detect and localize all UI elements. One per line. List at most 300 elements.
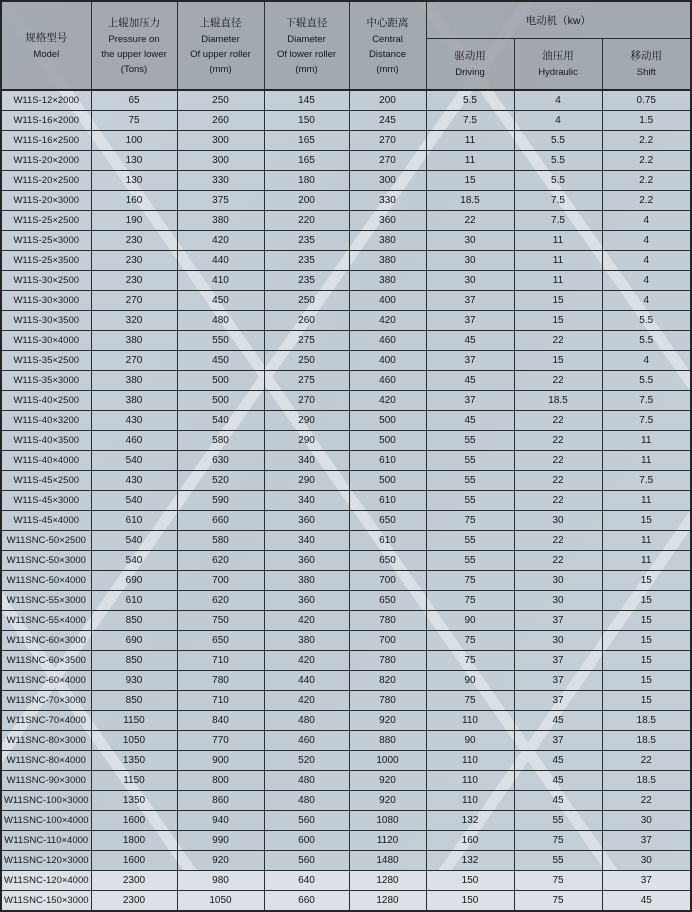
value-cell: 45 [514,771,602,791]
value-cell: 200 [264,191,349,211]
value-cell: 840 [177,711,264,731]
table-row [1,251,691,271]
model-cell: W11SNC-80×3000 [1,731,91,751]
value-cell: 55 [426,491,514,511]
header-pressure-unit: (Tons) [120,63,148,75]
model-cell: W11S-40×4000 [1,451,91,471]
value-cell: 260 [264,311,349,331]
value-cell: 2.2 [602,151,691,171]
header-central-distance-zh: 中心距离 [366,16,409,29]
value-cell: 1000 [349,751,426,771]
table-row [1,371,691,391]
table-row [1,751,691,771]
value-cell: 320 [91,311,177,331]
value-cell: 275 [264,371,349,391]
value-cell: 110 [426,791,514,811]
value-cell: 5.5 [514,151,602,171]
value-cell: 690 [91,571,177,591]
value-cell: 1350 [91,751,177,771]
value-cell: 270 [91,291,177,311]
value-cell: 420 [177,231,264,251]
value-cell: 690 [91,631,177,651]
value-cell: 65 [91,90,177,111]
model-cell: W11S-12×2000 [1,90,91,111]
value-cell: 460 [91,431,177,451]
header-lower-diameter-unit: (mm) [295,63,318,75]
value-cell: 11 [426,131,514,151]
value-cell: 230 [91,251,177,271]
value-cell: 700 [349,571,426,591]
value-cell: 4 [602,231,691,251]
header-upper-diameter-en1: Diameter [201,33,240,45]
value-cell: 22 [602,751,691,771]
value-cell: 380 [91,331,177,351]
model-cell: W11S-25×3500 [1,251,91,271]
table-row [1,531,691,551]
value-cell: 45 [514,791,602,811]
value-cell: 100 [91,131,177,151]
value-cell: 55 [426,551,514,571]
value-cell: 500 [349,431,426,451]
model-cell: W11S-40×3200 [1,411,91,431]
value-cell: 900 [177,751,264,771]
value-cell: 55 [426,451,514,471]
header-motor-shift-zh: 移动用 [630,49,662,62]
value-cell: 360 [264,511,349,531]
table-row [1,471,691,491]
value-cell: 880 [349,731,426,751]
value-cell: 4 [602,271,691,291]
table-row [1,851,691,871]
value-cell: 75 [514,831,602,851]
value-cell: 1800 [91,831,177,851]
value-cell: 650 [177,631,264,651]
table-row [1,431,691,451]
table-row [1,611,691,631]
header-motor-group [426,1,691,38]
model-cell: W11S-40×2500 [1,391,91,411]
value-cell: 400 [349,351,426,371]
header-lower-diameter [264,1,349,90]
value-cell: 800 [177,771,264,791]
value-cell: 250 [264,291,349,311]
value-cell: 700 [349,631,426,651]
value-cell: 5.5 [426,90,514,111]
table-row [1,791,691,811]
value-cell: 4 [602,351,691,371]
value-cell: 780 [349,691,426,711]
table-body [1,90,691,911]
value-cell: 820 [349,671,426,691]
value-cell: 750 [177,611,264,631]
value-cell: 15 [426,171,514,191]
header-model-zh: 规格型号 [25,31,68,44]
model-cell: W11SNC-70×4000 [1,711,91,731]
value-cell: 480 [177,311,264,331]
header-lower-diameter-zh: 下辊直径 [285,16,328,29]
header-upper-diameter-zh: 上辊直径 [199,16,242,29]
value-cell: 420 [349,311,426,331]
value-cell: 75 [426,691,514,711]
value-cell: 18.5 [426,191,514,211]
value-cell: 610 [349,491,426,511]
value-cell: 15 [602,651,691,671]
value-cell: 1050 [177,891,264,912]
value-cell: 180 [264,171,349,191]
header-motor-hydraulic-zh: 油压用 [542,49,574,62]
value-cell: 37 [514,671,602,691]
value-cell: 15 [514,311,602,331]
value-cell: 45 [514,711,602,731]
value-cell: 660 [264,891,349,912]
value-cell: 18.5 [602,711,691,731]
model-cell: W11S-35×3000 [1,371,91,391]
value-cell: 5.5 [602,371,691,391]
table-row [1,411,691,431]
value-cell: 660 [177,511,264,531]
table-row [1,831,691,851]
header-upper-diameter-unit: (mm) [209,63,232,75]
value-cell: 300 [349,171,426,191]
model-cell: W11S-40×3500 [1,431,91,451]
table-row [1,671,691,691]
table-row [1,731,691,751]
value-cell: 290 [264,471,349,491]
value-cell: 770 [177,731,264,751]
value-cell: 920 [349,711,426,731]
value-cell: 1600 [91,811,177,831]
value-cell: 380 [349,231,426,251]
value-cell: 450 [177,291,264,311]
table-row [1,311,691,331]
value-cell: 560 [264,811,349,831]
value-cell: 7.5 [514,211,602,231]
value-cell: 1350 [91,791,177,811]
table-row [1,131,691,151]
value-cell: 500 [349,471,426,491]
value-cell: 37 [426,291,514,311]
value-cell: 500 [177,371,264,391]
header-motor-shift-en: Shift [636,66,656,78]
table-row [1,691,691,711]
value-cell: 75 [514,871,602,891]
value-cell: 780 [349,651,426,671]
header-lower-diameter-en1: Diameter [287,33,326,45]
value-cell: 330 [349,191,426,211]
value-cell: 30 [514,591,602,611]
value-cell: 45 [426,371,514,391]
table-row [1,151,691,171]
table-row [1,571,691,591]
model-cell: W11S-20×2500 [1,171,91,191]
table-row [1,271,691,291]
value-cell: 420 [264,651,349,671]
value-cell: 610 [91,511,177,531]
value-cell: 30 [514,571,602,591]
value-cell: 650 [349,551,426,571]
value-cell: 540 [91,491,177,511]
value-cell: 11 [514,251,602,271]
value-cell: 75 [514,891,602,912]
value-cell: 520 [264,751,349,771]
value-cell: 610 [349,531,426,551]
value-cell: 235 [264,251,349,271]
table-row [1,191,691,211]
value-cell: 700 [177,571,264,591]
model-cell: W11S-45×4000 [1,511,91,531]
value-cell: 7.5 [602,411,691,431]
value-cell: 150 [264,111,349,131]
value-cell: 4 [602,291,691,311]
value-cell: 540 [177,411,264,431]
value-cell: 460 [264,731,349,751]
value-cell: 420 [349,391,426,411]
value-cell: 30 [602,851,691,871]
value-cell: 30 [426,231,514,251]
header-lower-diameter-en2: Of lower roller [276,48,337,60]
table-row [1,811,691,831]
model-cell: W11S-20×2000 [1,151,91,171]
model-cell: W11S-45×3000 [1,491,91,511]
value-cell: 290 [264,411,349,431]
model-cell: W11SNC-50×3000 [1,551,91,571]
value-cell: 22 [426,211,514,231]
table-row [1,511,691,531]
value-cell: 600 [264,831,349,851]
model-cell: W11SNC-50×2500 [1,531,91,551]
value-cell: 540 [91,451,177,471]
header-motor-driving [426,38,514,90]
header-row-1 [1,1,691,38]
value-cell: 15 [602,611,691,631]
value-cell: 165 [264,131,349,151]
value-cell: 15 [602,591,691,611]
value-cell: 380 [91,391,177,411]
value-cell: 11 [602,431,691,451]
value-cell: 5.5 [514,131,602,151]
value-cell: 260 [177,111,264,131]
value-cell: 22 [514,431,602,451]
table-header [1,1,691,90]
value-cell: 75 [426,631,514,651]
value-cell: 460 [349,331,426,351]
model-cell: W11S-25×3000 [1,231,91,251]
value-cell: 380 [349,271,426,291]
value-cell: 160 [91,191,177,211]
value-cell: 22 [514,331,602,351]
table-row [1,90,691,111]
value-cell: 45 [602,891,691,912]
value-cell: 22 [514,531,602,551]
value-cell: 11 [602,451,691,471]
model-cell: W11S-16×2500 [1,131,91,151]
header-central-distance [349,1,426,90]
value-cell: 110 [426,711,514,731]
value-cell: 340 [264,491,349,511]
value-cell: 90 [426,671,514,691]
value-cell: 990 [177,831,264,851]
table-row [1,451,691,471]
table-row [1,111,691,131]
value-cell: 290 [264,431,349,451]
value-cell: 2300 [91,891,177,912]
value-cell: 250 [177,90,264,111]
value-cell: 75 [426,511,514,531]
value-cell: 7.5 [602,471,691,491]
value-cell: 375 [177,191,264,211]
value-cell: 5.5 [602,331,691,351]
value-cell: 15 [602,511,691,531]
value-cell: 1150 [91,711,177,731]
table-row [1,551,691,571]
value-cell: 55 [426,431,514,451]
value-cell: 580 [177,431,264,451]
value-cell: 18.5 [602,731,691,751]
table-row [1,491,691,511]
value-cell: 520 [177,471,264,491]
value-cell: 380 [91,371,177,391]
model-cell: W11S-35×2500 [1,351,91,371]
value-cell: 22 [514,411,602,431]
value-cell: 480 [264,771,349,791]
value-cell: 930 [91,671,177,691]
value-cell: 360 [349,211,426,231]
value-cell: 11 [426,151,514,171]
value-cell: 11 [602,551,691,571]
model-cell: W11S-16×2000 [1,111,91,131]
model-cell: W11SNC-55×3000 [1,591,91,611]
value-cell: 1.5 [602,111,691,131]
header-central-distance-en1: Central [372,33,403,45]
model-cell: W11SNC-60×4000 [1,671,91,691]
value-cell: 37 [514,651,602,671]
value-cell: 75 [91,111,177,131]
model-cell: W11SNC-50×4000 [1,571,91,591]
header-pressure-en2: the upper lower [101,48,167,60]
value-cell: 37 [602,871,691,891]
value-cell: 340 [264,451,349,471]
value-cell: 145 [264,90,349,111]
value-cell: 30 [602,811,691,831]
value-cell: 165 [264,151,349,171]
value-cell: 15 [514,291,602,311]
value-cell: 11 [602,491,691,511]
value-cell: 0.75 [602,90,691,111]
value-cell: 37 [426,311,514,331]
header-motor-driving-en: Driving [455,66,485,78]
value-cell: 220 [264,211,349,231]
header-motor-hydraulic [514,38,602,90]
value-cell: 110 [426,751,514,771]
value-cell: 55 [514,851,602,871]
value-cell: 45 [426,411,514,431]
value-cell: 560 [264,851,349,871]
value-cell: 450 [177,351,264,371]
value-cell: 15 [602,631,691,651]
value-cell: 45 [514,751,602,771]
header-motor-hydraulic-en: Hydraulic [538,66,578,78]
value-cell: 300 [177,131,264,151]
value-cell: 7.5 [514,191,602,211]
value-cell: 620 [177,591,264,611]
value-cell: 37 [426,391,514,411]
value-cell: 132 [426,851,514,871]
value-cell: 18.5 [602,771,691,791]
value-cell: 410 [177,271,264,291]
table-row [1,231,691,251]
value-cell: 1280 [349,871,426,891]
value-cell: 75 [426,591,514,611]
value-cell: 380 [349,251,426,271]
value-cell: 2.2 [602,171,691,191]
value-cell: 380 [264,571,349,591]
table-row [1,331,691,351]
table-row [1,351,691,371]
value-cell: 37 [514,691,602,711]
value-cell: 270 [349,151,426,171]
value-cell: 55 [426,471,514,491]
value-cell: 430 [91,411,177,431]
header-upper-diameter-en2: Of upper roller [190,48,251,60]
model-cell: W11SNC-120×3000 [1,851,91,871]
value-cell: 610 [349,451,426,471]
header-central-distance-unit: (mm) [376,63,399,75]
model-cell: W11SNC-60×3000 [1,631,91,651]
value-cell: 920 [349,791,426,811]
value-cell: 37 [514,611,602,631]
value-cell: 7.5 [602,391,691,411]
value-cell: 1600 [91,851,177,871]
header-motor-title: 电动机（kw） [525,14,591,27]
model-cell: W11S-25×2500 [1,211,91,231]
value-cell: 37 [514,731,602,751]
value-cell: 440 [264,671,349,691]
value-cell: 360 [264,551,349,571]
value-cell: 360 [264,591,349,611]
value-cell: 330 [177,171,264,191]
table-row [1,651,691,671]
value-cell: 22 [514,451,602,471]
model-cell: W11S-30×4000 [1,331,91,351]
value-cell: 245 [349,111,426,131]
value-cell: 30 [514,631,602,651]
value-cell: 11 [602,531,691,551]
value-cell: 550 [177,331,264,351]
value-cell: 4 [602,251,691,271]
value-cell: 22 [514,491,602,511]
value-cell: 460 [349,371,426,391]
header-motor-driving-zh: 驱动用 [454,49,486,62]
value-cell: 1120 [349,831,426,851]
value-cell: 55 [514,811,602,831]
value-cell: 230 [91,231,177,251]
value-cell: 780 [177,671,264,691]
model-cell: W11S-30×3500 [1,311,91,331]
value-cell: 190 [91,211,177,231]
value-cell: 540 [91,531,177,551]
value-cell: 132 [426,811,514,831]
value-cell: 230 [91,271,177,291]
value-cell: 420 [264,611,349,631]
value-cell: 420 [264,691,349,711]
value-cell: 640 [264,871,349,891]
value-cell: 7.5 [426,111,514,131]
value-cell: 940 [177,811,264,831]
value-cell: 920 [177,851,264,871]
value-cell: 130 [91,151,177,171]
table-row [1,891,691,912]
value-cell: 650 [349,511,426,531]
